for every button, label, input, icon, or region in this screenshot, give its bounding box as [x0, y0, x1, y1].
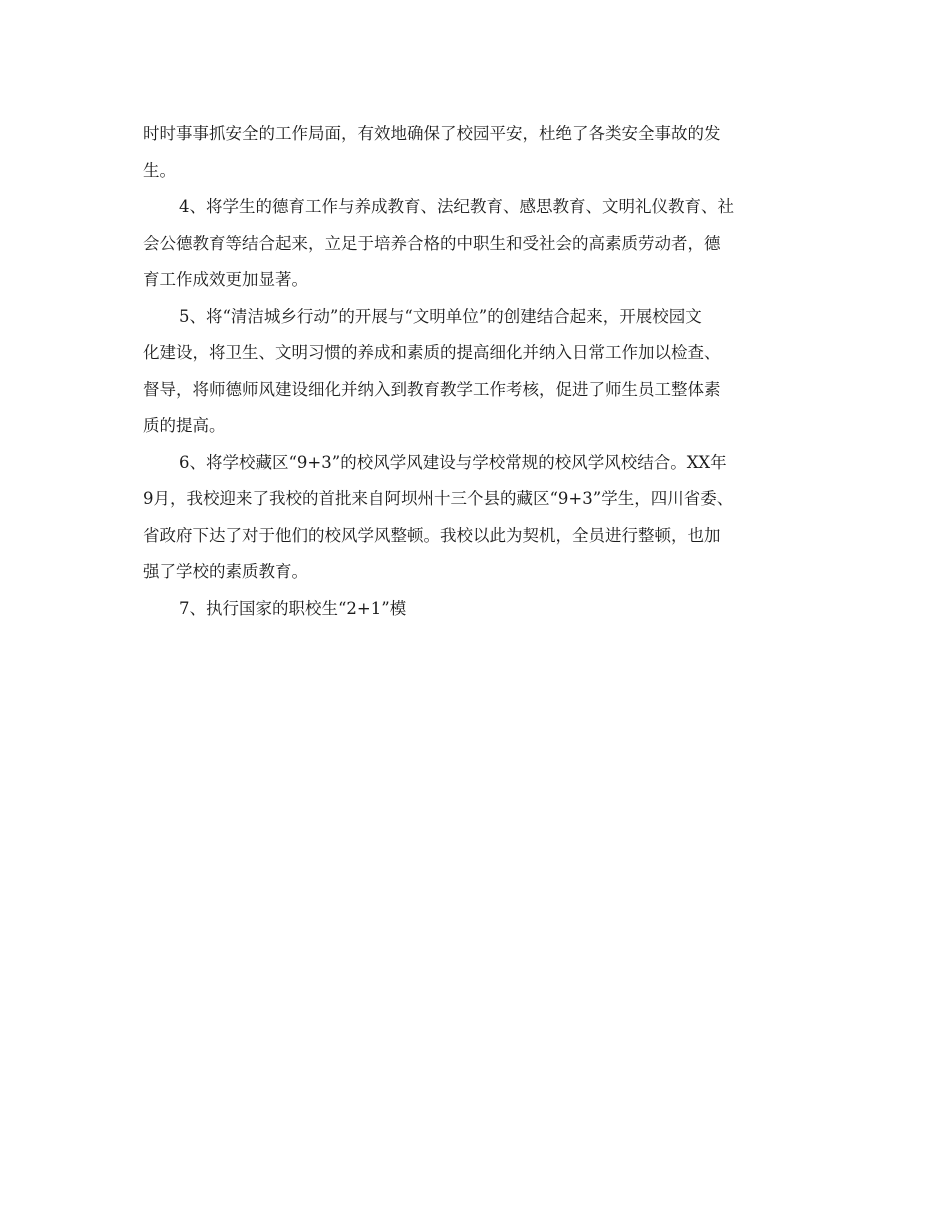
document-body: [143, 116, 813, 627]
text-line: 质的提高。: [143, 416, 226, 435]
paragraph-5-start: 5、将“清洁城乡行动”的开展与“文明单位”的创建结合起来，开展校园文: [179, 306, 702, 326]
paragraph-6-start: 6、将学校藏区“9+3”的校风学风建设与学校常规的校风学风校结合。XX年: [179, 452, 727, 472]
paragraph-7-start: 7、执行国家的职校生“2+1”模: [179, 598, 407, 618]
text-line: 9月，我校迎来了我校的首批来自阿坝州十三个县的藏区“9+3”学生，四川省委、: [143, 489, 734, 508]
text-line: 育工作成效更加显著。: [143, 270, 308, 289]
paragraph-4-start: 4、将学生的德育工作与养成教育、法纪教育、感思教育、文明礼仪教育、社: [179, 197, 734, 216]
text-line: 时时事事抓安全的工作局面，有效地确保了校园平安，杜绝了各类安全事故的发: [143, 124, 721, 143]
text-line: 省政府下达了对于他们的校风学风整顿。我校以此为契机，全员进行整顿，也加: [143, 525, 721, 545]
text-line: 强了学校的素质教育。: [143, 562, 308, 581]
text-line: 化建设，将卫生、文明习惯的养成和素质的提高细化并纳入日常工作加以检查、: [143, 343, 721, 362]
text-line: 生。: [143, 160, 176, 180]
text-line: 会公德教育等结合起来，立足于培养合格的中职生和受社会的高素质劳动者，德: [143, 233, 721, 253]
text-line: 督导，将师德师风建设细化并纳入到教育教学工作考核，促进了师生员工整体素: [143, 379, 721, 399]
